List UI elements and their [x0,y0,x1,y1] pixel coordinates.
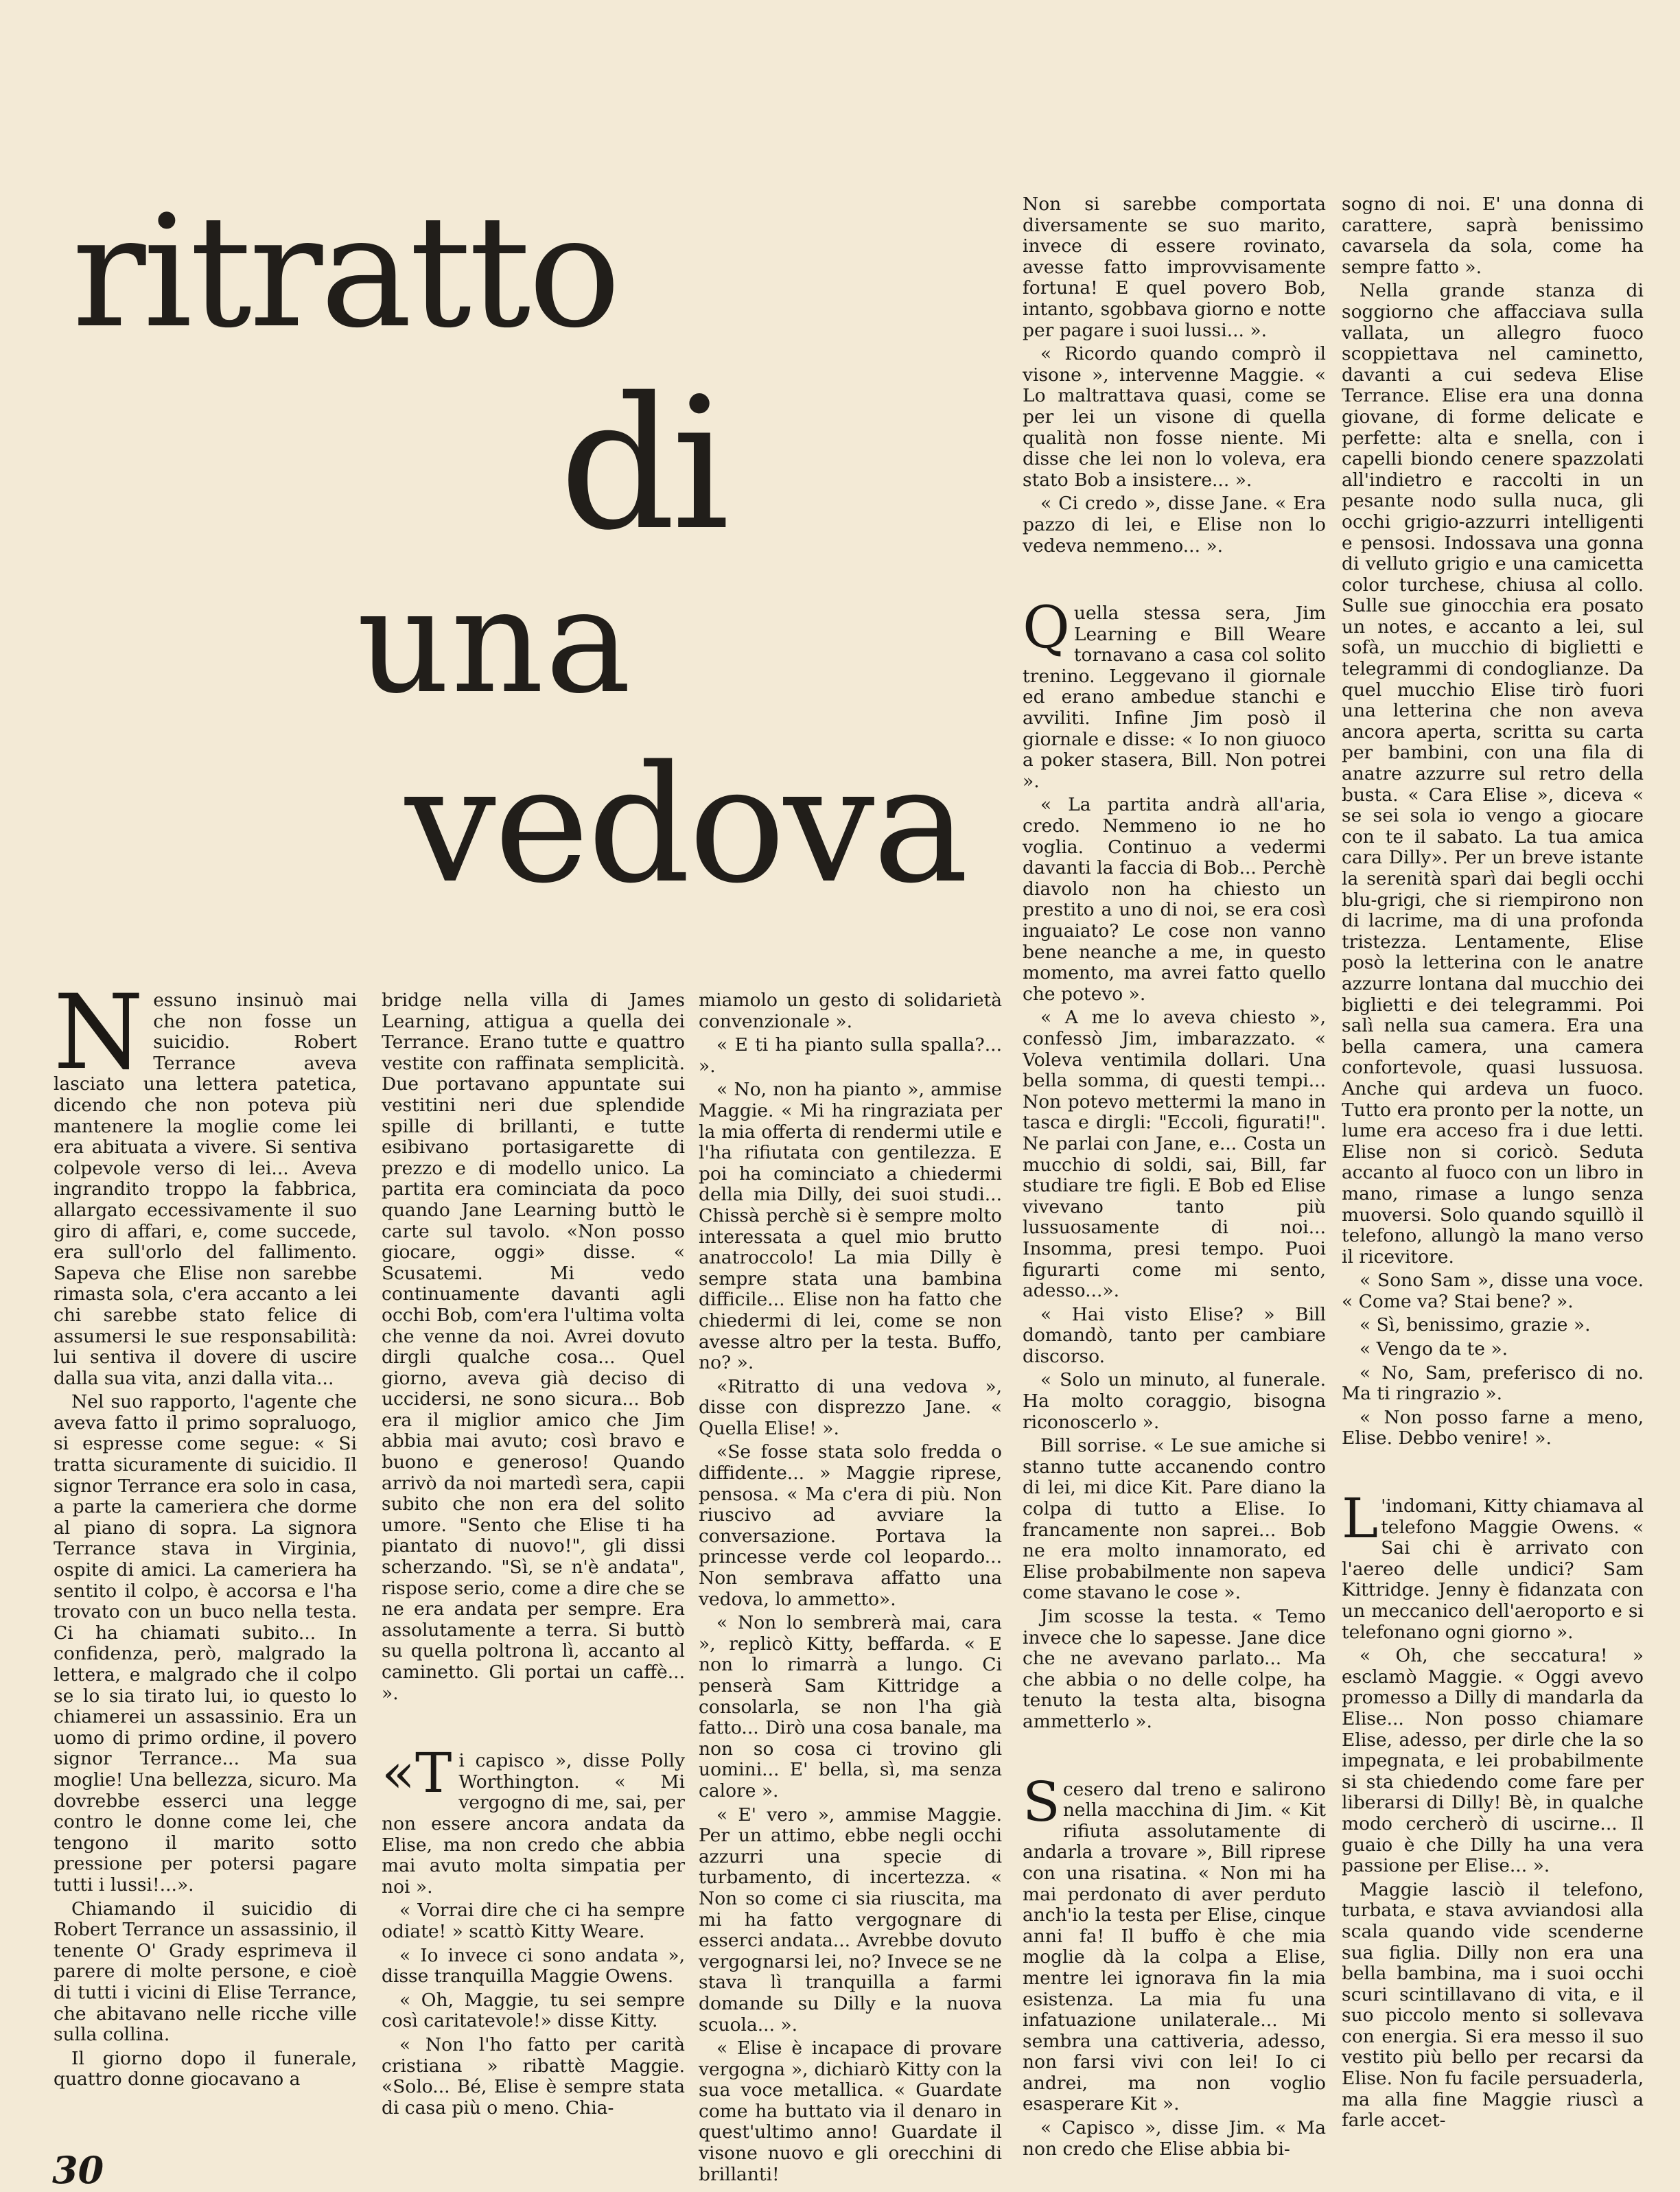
section-opening-paragraph: Scesero dal treno e salirono nella macchina di Jim. « Kit rifiuta assolutamente di andarla a trovare », Bill riprese con una risatina. « Non mi ha mai perdonato di aver perduto anch'io la testa per Elise, cinque anni fa! Il buffo è che mia moglie dà la colpa a Elise, mentre lei ignorava fin la mia esistenza. La mia fu una infatuazione unilaterale... Mi sembra una cattiveria, adesso, non farsi vivi con lei! Io ci andrei, ma non voglio esasperare Kit ». [1023,1769,1326,2115]
drop-cap: L [1342,1486,1379,1551]
paragraph: miamolo un gesto di solidarietà convenzionale ». [699,990,1002,1032]
paragraph: « E' vero », ammise Maggie. Per un attimo, ebbe negli occhi azzurri una specie di turbamento, di incertezza. « Non so come ci sia riuscita, ma mi ha fatto vergognare di esserci andata... Avrebbe dovuto vergognarsi lei, no? Invece se ne stava lì tranquilla a farmi domande su Dilly e la nuova scuola... ». [699,1804,1002,2036]
paragraph: « Ci credo », disse Jane. « Era pazzo di lei, e Elise non lo vedeva nemmeno... ». [1023,493,1326,557]
paragraph: « No, non ha pianto », ammise Maggie. « Mi ha ringraziata per la mia offerta di rendermi utile e l'ha rifiutata con gentilezza. E poi ha cominciato a chiedermi della mia Dilly, dei suoi studi... Chissà perchè si è sempre molto interessata a quel mio brutto anatroccolo! La mia Dilly è sempre stata una bambina difficile... Elise non ha fatto che chiedermi di lei, come se non avesse altro per la testa. Buffo, no? ». [699,1079,1002,1374]
opening-paragraph: Nessuno insinuò mai che non fosse un suicidio. Robert Terrance aveva lasciato una lettera patetica, dicendo che non poteva più mantenere la moglie come lei era abituata a vivere. Si sentiva colpevole verso di lei... Aveva ingrandito troppo la fabbrica, allargato eccessivamente il suo giro di affari, e, come succede, era sull'orlo del fallimento. Sapeva che Elise non sarebbe rimasta sola, c'era accanto a lei chi sarebbe stato felice di assumersi le sue responsabilità: lui sentiva il dovere di uscire dalla sua vita, anzi dalla vita... [54,973,357,1389]
paragraph: « A me lo aveva chiesto », confessò Jim, imbarazzato. « Voleva ventimila dollari. Una bella somma, di questi tempi... Non potevo mettermi la mano in tasca e dirgli: "Eccoli, figurati!". Ne parlai con Jane, e... Costa un mucchio di soldi, sai, Bill, far studiare tre figli. E Bob ed Elise vivevano tanto più lussuosamente di noi... Insomma, presi tempo. Puoi figurarti come mi sento, adesso...». [1023,1007,1326,1302]
paragraph: « Non posso farne a meno, Elise. Debbo venire! ». [1342,1406,1644,1449]
paragraph: « E ti ha pianto sulla spalla?... ». [699,1034,1002,1077]
paragraph: « Non l'ho fatto per carità cristiana » ribattè Maggie. «Solo... Bé, Elise è sempre stata di casa più o meno. Chia- [382,2033,685,2119]
article-column-2 [382,990,685,2126]
paragraph: « Vengo da te ». [1360,1338,1508,1360]
section-break [1342,1452,1644,1496]
section-break [1023,1736,1326,1780]
paragraph: Chiamando il suicidio di Robert Terrance un assassinio, il tenente O' Grady esprimeva il parere di molte persone, e cioè di tutti i vicini di Elise Terrance, che abitavano nelle ricche ville sulla collina. [54,1898,357,2046]
title-line-una: una [357,557,633,725]
paragraph: sogno di noi. E' una donna di carattere, saprà benissimo cavarsela da sola, come ha sempre fatto ». [1342,194,1644,278]
paragraph: « Oh, che seccatura! » esclamò Maggie. « Oggi avevo promesso a Dilly di mandarla da Elise... Non posso chiamare Elise, adesso, per dirle che la so impegnata, e lei probabilmente si sta chiedendo come fare per liberarsi di Dilly! Bè, in qualche modo cercherò di uscirne... Il guaio è che Dilly ha una vera passione per Elise... ». [1342,1645,1644,1877]
paragraph: Il giorno dopo il funerale, quattro donne giocavano a [54,2047,357,2090]
paragraph: « No, Sam, preferisco di no. Ma ti ringrazio ». [1342,1362,1644,1405]
paragraph: « Capisco », disse Jim. « Ma non credo che Elise abbia bi- [1023,2117,1326,2160]
title-line-di: di [559,359,726,570]
paragraph: « Vorrai dire che ci ha sempre odiate! » scattò Kitty Weare. [382,1900,685,1942]
paragraph: «Se fosse stata solo fredda o diffidente... » Maggie riprese, pensosa. « Ma c'era di più. Non riuscivo ad avviare la conversazione. Portava la princesse verde col leopardo... Non sembrava affatto una vedova, lo ammetto». [699,1441,1002,1610]
section-opening-paragraph: «Ti capisco », disse Polly Worthington. « Mi vergogno di me, sai, per non essere ancora andata da Elise, ma non credo che abbia mai avuto molta simpatia per noi ». [382,1741,685,1898]
drop-cap: Q [1023,594,1070,662]
paragraph: « Sono Sam », disse una voce. « Come va? Stai bene? ». [1342,1270,1644,1312]
paragraph: Bill sorrise. « Le sue amiche si stanno tutte accanendo contro di lei, mi dice Kit. Pare diano la colpa di tutto a Elise. Io francamente non saprei... Bob ne era molto innamorato, ed Elise probabilmente non sapeva come stavano le cose ». [1023,1435,1326,1604]
paragraph: Non si sarebbe comportata diversamente se suo marito, invece di essere rovinato, avesse fatto improvvisamente fortuna! E quel povero Bob, intanto, sgobbava giorno e notte per pagare i suoi lussi... ». [1023,194,1326,341]
title-line-ritratto: ritratto [72,183,618,362]
drop-cap: S [1023,1769,1060,1834]
paragraph: « Solo un minuto, al funerale. Ha molto coraggio, bisogna riconoscerlo ». [1023,1369,1326,1433]
paragraph: « Hai visto Elise? » Bill domandò, tanto per cambiare discorso. [1023,1303,1326,1367]
article-column-3 [699,990,1002,2185]
paragraph: Jim scosse la testa. « Temo invece che lo sapesse. Jane dice che ne avevano parlato... Ma che abbia o no delle colpe, ha tenuto la testa alta, bisogna ammetterlo ». [1023,1606,1326,1732]
paragraph: « Oh, Maggie, tu sei sempre così caritatevole!» disse Kitty. [382,1989,685,2032]
section-opening-paragraph: Quella stessa sera, Jim Learning e Bill Weare tornavano a casa col solito trenino. Leggevano il giornale ed erano ambedue stanchi e avviliti. Infine Jim posò il giornale e disse: « Io non giuoco a poker stasera, Bill. Non potrei ». [1023,594,1326,792]
paragraph: bridge nella villa di James Learning, attigua a quella dei Terrance. Erano tutte e quattro vestite con raffinata semplicità. Due portavano appuntate sui vestitini neri due splendide spille di brillanti, e tutte esibivano portasigarette di prezzo e di modello unico. La partita era cominciata da poco quando Jane Learning buttò le carte sul tavolo. «Non posso giocare, oggi» disse. « Scusatemi. Mi vedo continuamente davanti agli occhi Bob, com'era l'ultima volta che venne da noi. Avrei dovuto dirgli qualche cosa... Quel giorno, aveva già deciso di uccidersi, ne sono sicura... Bob era il miglior amico che Jim abbia mai avuto; così bravo e buono e generoso! Quando arrivò da noi martedì sera, capii subito che non era del solito umore. "Sento che Elise ti ha piantato di nuovo!", gli dissi scherzando. "Sì, se n'è andata", rispose serio, come a dire che se ne era andata per sempre. Era assolutamente a terra. Si buttò su quella poltrona lì, accanto al caminetto. Gli portai un caffè... ». [382,990,685,1704]
paragraph: «Ritratto di una vedova », disse con disprezzo Jane. « Quella Elise! ». [699,1375,1002,1439]
paragraph: « Io invece ci sono andata », disse tranquilla Maggie Owens. [382,1944,685,1987]
paragraph: « Ricordo quando comprò il visone », intervenne Maggie. « Lo maltrattava quasi, come se per lei un visone di quella qualità non fosse niente. Mi disse che lei non lo voleva, era stato Bob a insistere... ». [1023,343,1326,491]
paragraph: « La partita andrà all'aria, credo. Nemmeno io ne ho voglia. Continuo a vedermi davanti la faccia di Bob... Perchè diavolo non ha chiesto un prestito a uno di noi, se era così inguaiato? Le cose non vanno bene neanche a me, in questo momento, ma avrei fatto quello che potevo ». [1023,794,1326,1005]
article-column-5 [1342,194,1644,2132]
paragraph: Maggie lasciò il telefono, turbata, e stava avviandosi alla scala quando vide scenderne sua figlia. Dilly non era una bella bambina, ma i suoi occhi scuri scintillavano di vita, e il suo piccolo mento si sollevava con energia. Si era messo il suo vestito più bello per recarsi da Elise. Non fu facile persuaderla, ma alla fine Maggie riuscì a farle accet- [1342,1878,1644,2132]
article-column-1 [54,973,357,2126]
article-column-4 [1023,194,1326,2160]
drop-cap: N [54,973,144,1093]
paragraph: « Sì, benissimo, grazie ». [1360,1314,1591,1336]
page-number: 30 [52,2148,104,2192]
drop-cap: «T [382,1741,452,1806]
paragraph: « Non lo sembrerà mai, cara », replicò Kitty, beffarda. « E non lo rimarrà a lungo. Ci penserà Sam Kittridge a consolarla, se non l'ha già fatto... Dirò una cosa banale, ma non so cosa ci trovino gli uomini... E' bella, sì, ma senza calore ». [699,1612,1002,1802]
section-opening-paragraph: L 'indomani, Kitty chiamava al telefono Maggie Owens. « Sai chi è arrivato con l'aereo delle undici? Sam Kittridge. Jenny è fidanzata con un meccanico dell'aeroporto e si telefonano ogni giorno ». [1342,1486,1644,1643]
paragraph: Nella grande stanza di soggiorno che affacciava sulla vallata, un allegro fuoco scoppiettava nel caminetto, davanti a cui sedeva Elise Terrance. Elise era una donna giovane, di forme delicate e perfette: alta e snella, con i capelli biondo cenere spazzolati all'indietro e raccolti in un pesante nodo sulla nuca, gli occhi grigio-azzurri intelligenti e pensosi. Indossava una gonna di velluto grigio e una camicetta color turchese, chiusa al collo. Sulle sue ginocchia era posato un notes, e accanto a lei, sul sofà, un mucchio di biglietti e telegrammi di condoglianze. Da quel mucchio Elise tirò fuori una letterina che non aveva ancora aperta, scritta su carta per bambini, con una fila di anatre azzurre sul retro della busta. « Cara Elise », diceva « se sei sola io vengo a giocare con te il sabato. La tua amica cara Dilly». Per un breve istante la serenità sparì dai begli occhi blu-grigi, che si riempirono non di lacrime, ma di una profonda tristezza. Lentamente, Elise posò la letterina con le anatre azzurre lontana dal mucchio dei biglietti e dei telegrammi. Poi salì nella sua camera. Era una bella camera, una camera confortevole, quasi lussuosa. Anche qui ardeva un fuoco. Tutto era pronto per la notte, un lume era acceso fra i due letti. Elise non si coricò. Seduta accanto al fuoco con un libro in mano, rimase a lungo senza muoversi. Solo quando squillò il telefono, allungò la mano verso il ricevitore. [1342,280,1644,1268]
paragraph: « Elise è incapace di provare vergogna », dichiarò Kitty con la sua voce metallica. « Guardate come ha buttato via il denaro in quest'ultimo anno! Guardate il visone nuovo e gli orecchini di brillanti! [699,2038,1002,2185]
title-line-vedova: vedova [405,732,967,919]
paragraph: Nel suo rapporto, l'agente che aveva fatto il primo sopraluogo, si espresse come segue: « Si tratta sicuramente di suicidio. Il signor Terrance era solo in casa, a parte la cameriera che dorme al piano di sopra. La signora Terrance stava in Virginia, ospite di amici. La cameriera ha sentito il colpo, è accorsa e l'ha trovato con un buco nella testa. Ci ha chiamati subito... In confidenza, però, malgrado la lettera, e malgrado che il colpo se lo sia tirato lui, io questo lo chiamerei un assassinio. Era un uomo di primo ordine, il povero signor Terrance... Ma sua moglie! Una bellezza, sicuro. Ma dovrebbe esserci una legge contro le donne come lei, che tengono il marito sotto pressione per potersi pagare tutti i lussi!...». [54,1391,357,1896]
